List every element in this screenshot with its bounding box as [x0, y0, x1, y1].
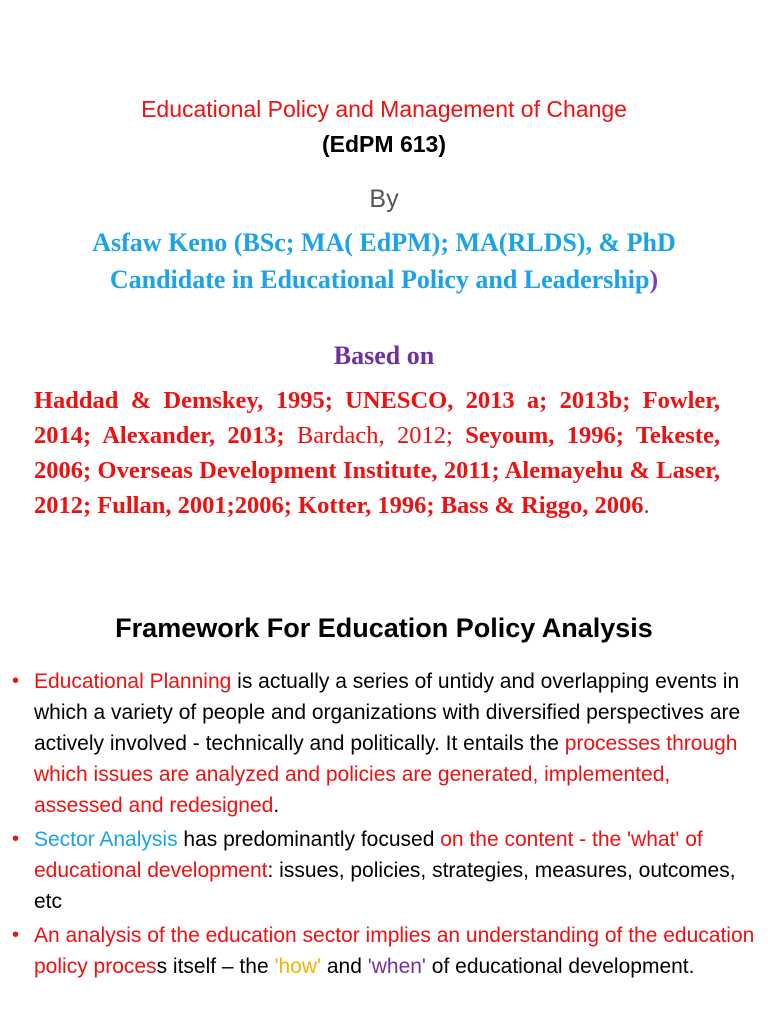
references-period: . [643, 492, 650, 519]
list-item [0, 824, 768, 917]
references-part2: Bardach, 2012; [284, 422, 466, 449]
highlight-text: 'when' [367, 955, 426, 978]
highlight-text: Educational Planning [34, 670, 232, 693]
body-text: is actually a series of untidy and overlapping events in which a variety of people and organizations with diversified perspectives are actively involved - technically and politically. It entails the [34, 670, 741, 755]
body-text: : issues, policies, strategies, measures, outcomes, etc [34, 859, 736, 913]
list-item [0, 920, 768, 982]
slide-framework [0, 580, 768, 1024]
course-title: Educational Policy and Management of Change [141, 96, 627, 122]
body-text: . [273, 794, 280, 817]
bullet-icon: • [12, 924, 20, 946]
by-label: By [369, 185, 399, 213]
body-text: s itself – the [156, 955, 275, 978]
author-text: Asfaw Keno (BSc; MA( EdPM); MA(RLDS), & PhD Candidate in Educational Policy and Leadership [92, 228, 676, 294]
bullet-icon: • [12, 828, 20, 850]
author-close-paren: ) [649, 265, 659, 294]
highlight-text: processes through which issues are analyzed and policies are generated, implemented, assessed and redesigned [34, 732, 738, 817]
based-on-label: Based on [333, 341, 435, 370]
list-item [0, 666, 768, 821]
bullet-icon: • [12, 670, 20, 692]
highlight-text: on the content - the 'what' of educational development [34, 828, 703, 882]
body-text: of educational development. [425, 955, 695, 978]
body-text: and [321, 955, 368, 978]
references-part1: Haddad & Demskey, 1995; UNESCO, 2013 a; 2013b; Fowler, 2014; Alexander, 2013; [34, 387, 720, 449]
bullet-list [0, 666, 768, 985]
references-part3: Seyoum, 1996; Tekeste, 2006; Overseas Development Institute, 2011; Alemayehu & Laser, 2012; Fullan, 2001;2006; Kotter, 1996; Bass & Riggo, 2006 [34, 422, 720, 519]
highlight-text: 'how' [274, 955, 321, 978]
course-code: (EdPM 613) [322, 131, 446, 157]
highlight-text: Sector Analysis [34, 828, 178, 851]
framework-title: Framework For Education Policy Analysis [115, 613, 653, 643]
body-text: has predominantly focused [177, 828, 441, 851]
references [34, 383, 720, 523]
author-credits [40, 224, 728, 298]
highlight-text: An analysis of the education sector implies an understanding of the education policy proces [34, 924, 755, 978]
